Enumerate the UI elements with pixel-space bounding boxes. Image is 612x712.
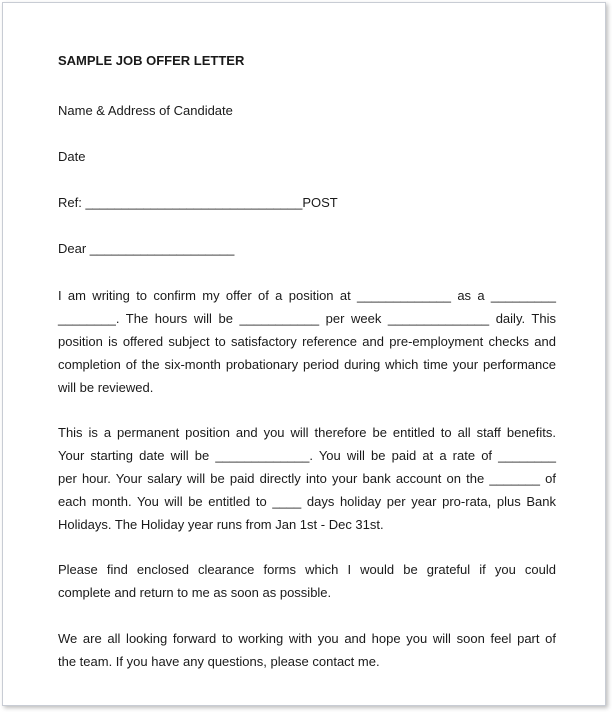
paragraph-line: each month. You will be entitled to ____ days holiday per year pro-rata, plus Bank: [58, 494, 556, 509]
paragraph-line: will be reviewed.: [58, 380, 154, 395]
paragraph-closing: [58, 627, 556, 673]
paragraph-line: ________. The hours will be ___________ per week ______________ daily. This: [58, 311, 556, 326]
paragraph-offer: [58, 284, 556, 399]
letter-page: [2, 2, 606, 706]
paragraph-benefits: [58, 421, 556, 536]
paragraph-line: position is offered subject to satisfactory reference and pre-employment checks and: [58, 334, 556, 349]
paragraph-line: Holidays. The Holiday year runs from Jan 1st - Dec 31st.: [58, 517, 384, 532]
paragraph-line: the team. If you have any questions, please contact me.: [58, 654, 380, 669]
reference-line: Ref: ______________________________POST: [58, 195, 338, 210]
candidate-name-address: Name & Address of Candidate: [58, 103, 233, 118]
salutation-line: Dear ____________________: [58, 241, 235, 256]
date-line: Date: [58, 149, 86, 164]
letter-title: SAMPLE JOB OFFER LETTER: [58, 53, 245, 68]
paragraph-line: Please find enclosed clearance forms which I would be grateful if you could: [58, 562, 556, 577]
paragraph-clearance: [58, 558, 556, 604]
paragraph-line: We are all looking forward to working with you and hope you will soon feel part of: [58, 631, 556, 646]
paragraph-line: This is a permanent position and you will therefore be entitled to all staff benefits.: [58, 425, 556, 440]
paragraph-line: complete and return to me as soon as possible.: [58, 585, 332, 600]
paragraph-line: per hour. Your salary will be paid directly into your bank account on the _______ of: [58, 471, 556, 486]
paragraph-line: I am writing to confirm my offer of a position at _____________ as a _________: [58, 288, 556, 303]
paragraph-line: Your starting date will be _____________. You will be paid at a rate of ________: [58, 448, 556, 463]
paragraph-line: completion of the six-month probationary period during which time your performance: [58, 357, 556, 372]
